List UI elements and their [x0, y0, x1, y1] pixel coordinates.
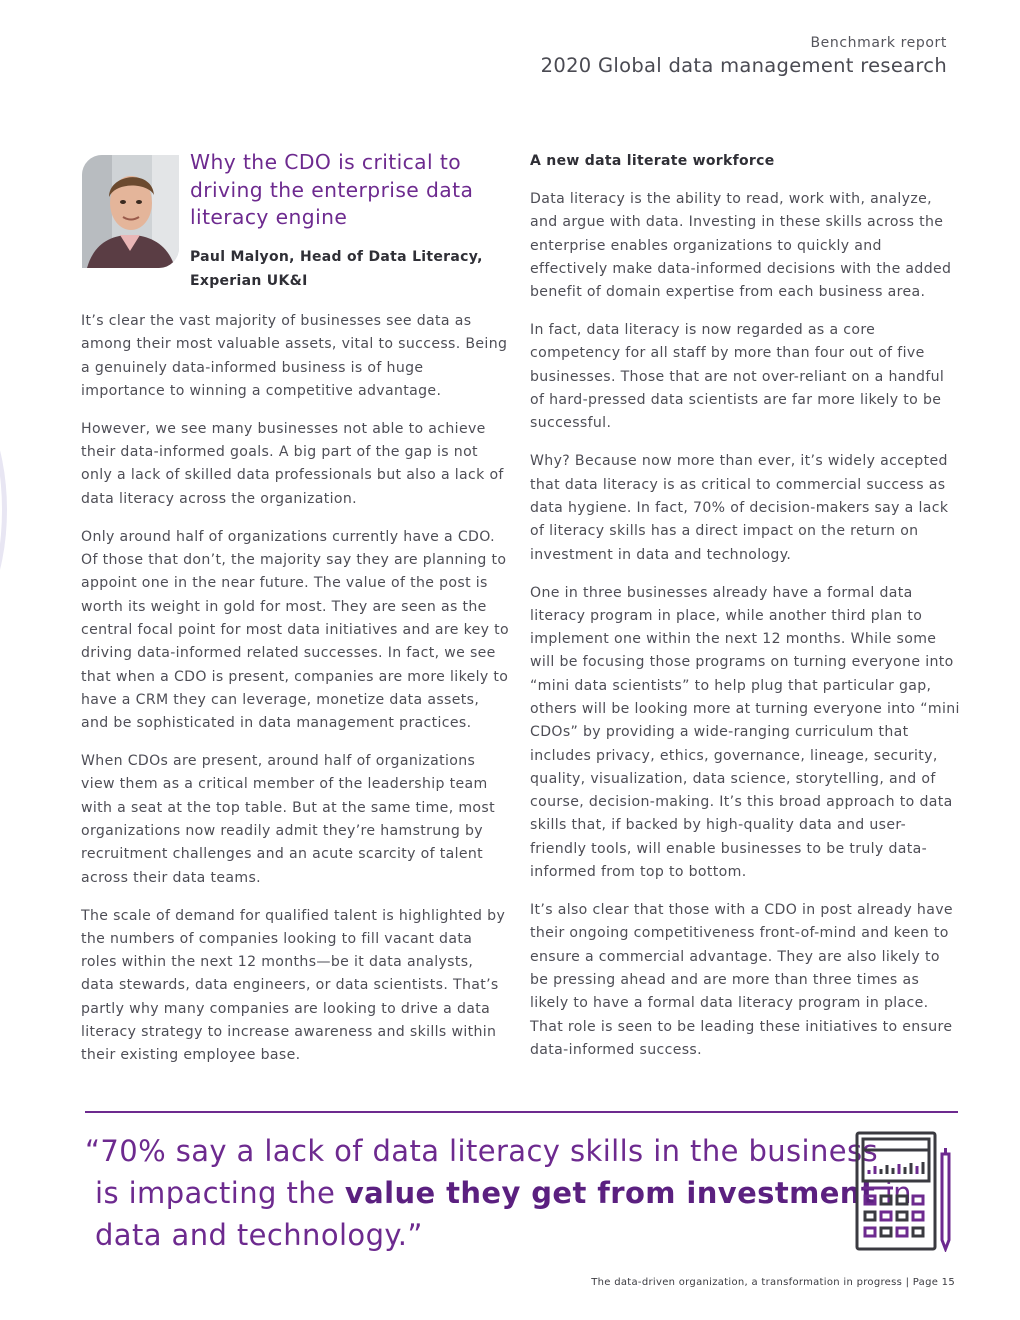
body-paragraph: It’s clear the vast majority of businesses see data as among their most valuable assets, vital to success. Being a genuinely data-informed business is of huge importance to winning a competitive advantage.	[81, 313, 508, 399]
pull-quote-line-1: “70% say a lack of data literacy skills in the business	[85, 1134, 879, 1168]
report-title: 2020 Global data management research	[540, 54, 947, 77]
calculator-icon	[853, 1130, 957, 1252]
body-paragraph: In fact, data literacy is now regarded as a core competency for all staff by more than four out of five businesses. Those that are not over-reliant on a handful of hard-pressed data scientists are far more likely to be successful.	[530, 322, 945, 432]
body-paragraph: One in three businesses already have a formal data literacy program in place, while another third plan to implement one within the next 12 months. While some will be focusing those programs on turning everyone into “mini data scientists” to help plug that particular gap, others will be looking more at turning everyone into “mini CDOs” by providing a wide-ranging curriculum that includes privacy, ethics, governance, lineage, security, quality, visualization, data science, storytelling, and of course, decision-making. It’s this broad approach to data skills that, if backed by high-quality data and user-friendly tools, will enable businesses to be truly data-informed from top to bottom.	[530, 584, 960, 881]
body-paragraph: It’s also clear that those with a CDO in post already have their ongoing competitiveness front-of-mind and keen to ensure a commercial advantage. They are also likely to be pressing ahead and are more than three times as likely to have a formal data literacy program in place. That role is seen to be leading these initiatives to ensure data-informed success.	[530, 902, 953, 1058]
section-heading: A new data literate workforce	[530, 153, 775, 169]
decorative-arc	[0, 380, 7, 640]
pull-quote	[85, 1130, 912, 1256]
quote-divider	[85, 1111, 958, 1113]
pull-quote-emphasis: value they get from investment	[344, 1176, 876, 1210]
author-company: Experian UK&I	[190, 272, 308, 289]
body-paragraph: Only around half of organizations currently have a CDO. Of those that don’t, the majority say they are planning to appoint one in the near future. The value of the post is worth its weight in gold for most. They are seen as the central focal point for most data initiatives and are key to driving data-informed related successes. In fact, we see that when a CDO is present, companies are more likely to have a CRM they can leverage, monetize data assets, and be sophisticated in data management practices.	[81, 528, 509, 732]
pull-quote-text: is impacting the	[95, 1176, 345, 1210]
pull-quote-line-2	[85, 1172, 912, 1214]
report-kicker: Benchmark report	[810, 35, 947, 51]
author-byline	[190, 246, 490, 293]
body-paragraph: However, we see many businesses not able to achieve their data-informed goals. A big part of the gap is not only a lack of skilled data professionals but also a lack of data literacy across the organization.	[81, 420, 504, 507]
body-paragraph: Why? Because now more than ever, it’s widely accepted that data literacy is as critical to commercial success as data hygiene. In fact, 70% of decision-makers say a lack of literacy skills has a direct impact on the return on investment in data and technology.	[530, 453, 949, 563]
left-column	[81, 310, 511, 1082]
page-footer: The data-driven organization, a transformation in progress | Page 15	[591, 1277, 955, 1288]
body-paragraph: The scale of demand for qualified talent is highlighted by the numbers of companies looking to fill vacant data roles within the next 12 months—be it data analysts, data stewards, data engineers, or data scientists. That’s partly why many companies are looking to drive a data literacy strategy to increase awareness and skills within their existing employee base.	[81, 907, 506, 1064]
body-paragraph: Data literacy is the ability to read, work with, analyze, and argue with data. Investing in these skills across the enterprise enables organizations to quickly and effectively make data-informed decisions with the added benefit of domain expertise from each business area.	[530, 191, 952, 301]
author-portrait	[82, 155, 179, 268]
pull-quote-line-3: data and technology.”	[95, 1218, 423, 1252]
right-column	[530, 149, 962, 1077]
body-paragraph: When CDOs are present, around half of organizations view them as a critical member of the leadership team with a seat at the top table. But at the same time, most organizations now readily admit they’re hamstrung by recruitment challenges and an acute scarcity of talent across their data teams.	[81, 753, 495, 886]
report-header	[541, 34, 947, 80]
pull-quote-text: in	[875, 1176, 912, 1210]
feature-title: Why the CDO is critical to driving the enterprise data literacy engine	[190, 150, 474, 229]
author-name-role: Paul Malyon, Head of Data Literacy,	[190, 249, 483, 265]
